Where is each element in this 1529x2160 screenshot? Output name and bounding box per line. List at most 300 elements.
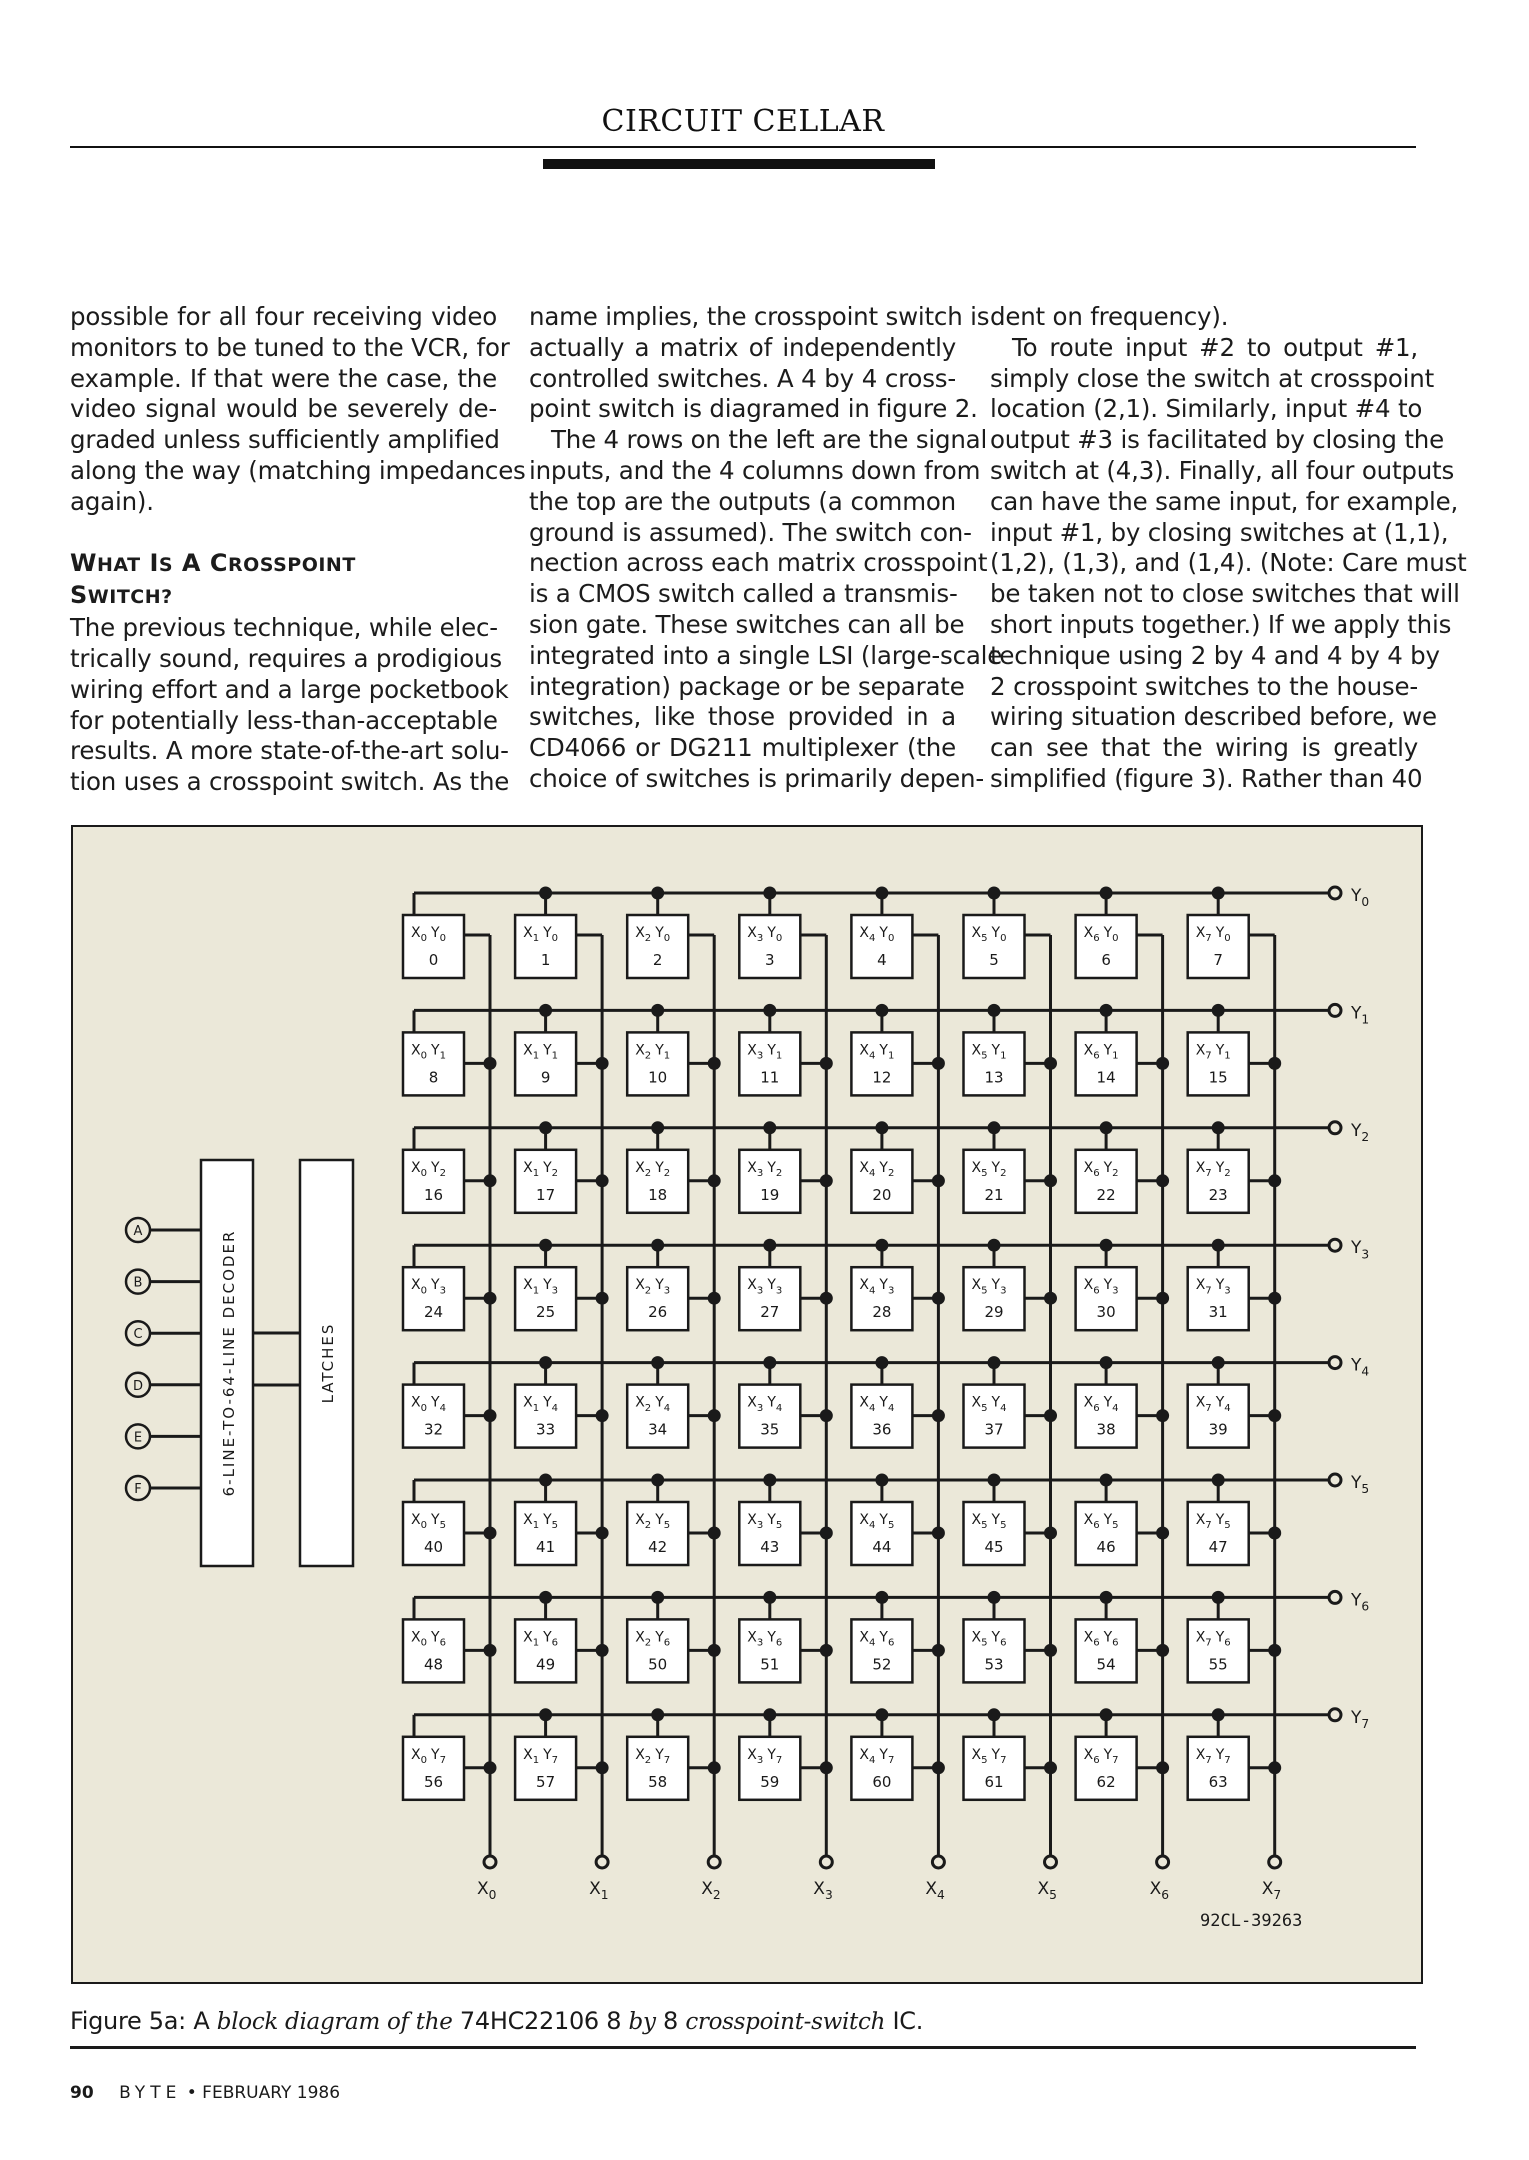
cell-coordinate-label: $X_4$ $Y_6$ <box>859 1629 895 1649</box>
junction-dot <box>539 1239 552 1252</box>
junction-dot <box>763 1591 776 1604</box>
junction-dot <box>651 1121 664 1134</box>
junction-dot <box>1212 1708 1225 1721</box>
text-line: short inputs together.) If we apply this <box>990 609 1452 639</box>
junction-dot <box>763 1474 776 1487</box>
junction-dot <box>539 1121 552 1134</box>
text-line: nection across each matrix crosspoint <box>529 548 988 578</box>
cell-number: 34 <box>648 1420 668 1439</box>
x-input-label: $X_4$ <box>925 1879 945 1903</box>
junction-dot <box>1268 1057 1281 1070</box>
cell-coordinate-label: $X_7$ $Y_4$ <box>1195 1394 1231 1414</box>
cell-number: 27 <box>760 1303 780 1322</box>
junction-dot <box>651 1004 664 1017</box>
bullet-separator: • <box>186 2083 197 2103</box>
figure-code: 92CL-39263 <box>1200 1911 1303 1931</box>
cell-coordinate-label: $X_0$ $Y_5$ <box>411 1512 446 1532</box>
cell-coordinate-label: $X_2$ $Y_5$ <box>635 1512 671 1532</box>
cell-number: 29 <box>984 1303 1004 1322</box>
junction-dot <box>596 1644 609 1657</box>
text-line: controlled switches. A 4 by 4 cross- <box>529 363 956 393</box>
junction-dot <box>1268 1761 1281 1774</box>
cell-coordinate-label: $X_2$ $Y_7$ <box>635 1746 671 1766</box>
junction-dot <box>875 887 888 900</box>
cell-number: 14 <box>1096 1068 1116 1087</box>
junction-dot <box>988 1356 1001 1369</box>
junction-dot <box>763 1356 776 1369</box>
text-line: can see that the wiring is greatly <box>990 733 1418 763</box>
text-line: The 4 rows on the left are the signal <box>551 425 988 455</box>
caption-rule <box>70 2046 1416 2049</box>
cell-coordinate-label: $X_1$ $Y_4$ <box>523 1394 559 1414</box>
cell-number: 0 <box>428 951 439 969</box>
latches-label: LATCHES <box>319 1322 337 1404</box>
text-line: inputs, and the 4 columns down from <box>529 455 981 485</box>
cell-coordinate-label: $X_5$ $Y_6$ <box>971 1629 1007 1649</box>
cell-coordinate-label: $X_1$ $Y_6$ <box>523 1629 559 1649</box>
junction-dot <box>1268 1174 1281 1187</box>
caption-label: Figure 5a: <box>70 2007 186 2035</box>
text-line: switch at (4,3). Finally, all four outputs <box>990 455 1455 485</box>
cell-coordinate-label: $X_5$ $Y_0$ <box>971 925 1007 945</box>
cell-number: 54 <box>1096 1655 1116 1674</box>
section-heading <box>70 548 497 614</box>
cell-coordinate-label: $X_1$ $Y_3$ <box>523 1277 559 1297</box>
y-output-label: $Y_5$ <box>1351 1473 1370 1497</box>
cell-coordinate-label: $X_0$ $Y_2$ <box>411 1159 446 1179</box>
cell-number: 50 <box>648 1655 668 1674</box>
y-output-label: $Y_7$ <box>1351 1707 1370 1731</box>
cell-number: 31 <box>1208 1303 1228 1322</box>
cell-number: 45 <box>984 1538 1004 1556</box>
cell-number: 17 <box>536 1185 556 1204</box>
page-number: 90 <box>70 2083 94 2103</box>
terminal-circle <box>1329 1474 1341 1486</box>
text-line: CD4066 or DG211 multiplexer (the <box>529 733 956 763</box>
junction-dot <box>1044 1644 1057 1657</box>
junction-dot <box>1100 1708 1113 1721</box>
heading-line-1: WHAT IS A CROSSPOINT <box>70 548 356 577</box>
junction-dot <box>1268 1527 1281 1540</box>
cell-coordinate-label: $X_6$ $Y_6$ <box>1083 1629 1119 1649</box>
junction-dot <box>708 1527 721 1540</box>
junction-dot <box>539 1356 552 1369</box>
x-input-label: $X_6$ <box>1149 1879 1170 1903</box>
cell-number: 59 <box>760 1772 780 1791</box>
cell-coordinate-label: $X_3$ $Y_7$ <box>747 1746 783 1766</box>
x-input-label: $X_1$ <box>589 1879 609 1903</box>
text-line: monitors to be tuned to the VCR, for <box>70 332 510 362</box>
y-output-label: $Y_4$ <box>1351 1355 1370 1379</box>
junction-dot <box>708 1644 721 1657</box>
cell-number: 9 <box>540 1068 551 1087</box>
junction-dot <box>484 1174 497 1187</box>
junction-dot <box>932 1292 945 1305</box>
junction-dot <box>1212 1004 1225 1017</box>
cell-number: 25 <box>536 1303 556 1322</box>
page-footer <box>70 2083 340 2103</box>
decoder-label: 6-LINE-TO-64-LINE DECODER <box>220 1229 238 1497</box>
junction-dot <box>875 1004 888 1017</box>
text-line: The previous technique, while elec- <box>70 613 498 643</box>
cell-number: 44 <box>872 1538 892 1556</box>
cell-number: 56 <box>423 1772 444 1791</box>
terminal-circle <box>708 1856 720 1868</box>
cell-coordinate-label: $X_1$ $Y_7$ <box>523 1746 559 1766</box>
terminal-circle <box>932 1856 944 1868</box>
junction-dot <box>539 1004 552 1017</box>
cell-number: 15 <box>1208 1068 1228 1087</box>
text-line: sion gate. These switches can all be <box>529 609 965 639</box>
junction-dot <box>651 1239 664 1252</box>
paragraph <box>990 332 1467 795</box>
cell-number: 63 <box>1208 1772 1228 1791</box>
cell-coordinate-label: $X_1$ $Y_2$ <box>523 1159 559 1179</box>
terminal-circle <box>1269 1856 1281 1868</box>
cell-coordinate-label: $X_6$ $Y_2$ <box>1083 1159 1119 1179</box>
cell-number: 55 <box>1208 1655 1228 1674</box>
junction-dot <box>596 1761 609 1774</box>
junction-dot <box>1100 1121 1113 1134</box>
text-line: name implies, the crosspoint switch is <box>529 302 990 331</box>
cell-number: 42 <box>648 1538 668 1556</box>
paragraph <box>990 302 1418 333</box>
cell-number: 58 <box>648 1772 668 1791</box>
cell-coordinate-label: $X_7$ $Y_2$ <box>1195 1159 1231 1179</box>
junction-dot <box>875 1121 888 1134</box>
cell-number: 36 <box>872 1420 892 1439</box>
magazine-name: BYTE <box>119 2083 182 2103</box>
cell-number: 61 <box>984 1772 1004 1791</box>
junction-dot <box>651 1708 664 1721</box>
cell-number: 38 <box>1096 1420 1116 1439</box>
cell-coordinate-label: $X_3$ $Y_3$ <box>747 1277 783 1297</box>
junction-dot <box>932 1527 945 1540</box>
text-line: can have the same input, for example, <box>990 486 1459 516</box>
cell-coordinate-label: $X_5$ $Y_5$ <box>971 1512 1007 1532</box>
article-column-3 <box>990 302 1467 795</box>
text-line: for potentially less-than-acceptable <box>70 705 498 735</box>
paragraph <box>70 302 526 518</box>
text-line: again). <box>70 486 154 516</box>
junction-dot <box>596 1057 609 1070</box>
junction-dot <box>1044 1174 1057 1187</box>
cell-number: 13 <box>984 1068 1004 1087</box>
junction-dot <box>539 1708 552 1721</box>
cell-coordinate-label: $X_1$ $Y_0$ <box>523 925 559 945</box>
cell-number: 35 <box>760 1420 780 1439</box>
cell-coordinate-label: $X_6$ $Y_0$ <box>1083 925 1119 945</box>
cell-number: 18 <box>648 1185 668 1204</box>
cell-coordinate-label: $X_5$ $Y_1$ <box>971 1042 1007 1062</box>
junction-dot <box>932 1174 945 1187</box>
cell-coordinate-label: $X_6$ $Y_3$ <box>1083 1277 1119 1297</box>
junction-dot <box>1212 1356 1225 1369</box>
cell-coordinate-label: $X_3$ $Y_6$ <box>747 1629 783 1649</box>
section-title: CIRCUIT CELLAR <box>601 104 885 139</box>
cell-coordinate-label: $X_2$ $Y_4$ <box>635 1394 671 1414</box>
cell-number: 48 <box>423 1655 444 1674</box>
cell-coordinate-label: $X_5$ $Y_2$ <box>971 1159 1007 1179</box>
text-line: example. If that were the case, the <box>70 363 497 393</box>
x-input-label: $X_5$ <box>1037 1879 1057 1903</box>
input-label: E <box>133 1430 143 1446</box>
cell-coordinate-label: $X_4$ $Y_2$ <box>859 1159 895 1179</box>
cell-number: 39 <box>1208 1420 1228 1439</box>
article-column-2 <box>529 302 1003 795</box>
cell-coordinate-label: $X_6$ $Y_4$ <box>1083 1394 1119 1414</box>
text-line: tion uses a crosspoint switch. As the <box>70 767 510 797</box>
junction-dot <box>1044 1057 1057 1070</box>
text-line: simplified (figure 3). Rather than 40 <box>990 763 1423 793</box>
cell-number: 49 <box>536 1655 556 1674</box>
text-line: integration) package or be separate <box>529 671 965 701</box>
terminal-circle <box>1329 1591 1341 1603</box>
junction-dot <box>820 1527 833 1540</box>
junction-dot <box>539 1474 552 1487</box>
y-output-label: $Y_0$ <box>1351 886 1370 910</box>
junction-dot <box>708 1761 721 1774</box>
cell-coordinate-label: $X_2$ $Y_0$ <box>635 925 671 945</box>
terminal-circle <box>484 1856 496 1868</box>
cell-number: 24 <box>423 1303 444 1322</box>
junction-dot <box>932 1057 945 1070</box>
cell-coordinate-label: $X_5$ $Y_7$ <box>971 1746 1007 1766</box>
junction-dot <box>763 1121 776 1134</box>
terminal-circle <box>1329 887 1341 899</box>
cell-number: 52 <box>872 1655 892 1674</box>
cell-coordinate-label: $X_7$ $Y_3$ <box>1195 1277 1231 1297</box>
junction-dot <box>932 1409 945 1422</box>
junction-dot <box>651 1474 664 1487</box>
junction-dot <box>1100 1004 1113 1017</box>
cell-number: 46 <box>1096 1538 1116 1556</box>
cell-coordinate-label: $X_3$ $Y_2$ <box>747 1159 783 1179</box>
cell-number: 57 <box>536 1772 556 1791</box>
terminal-circle <box>1329 1122 1341 1134</box>
cell-coordinate-label: $X_5$ $Y_4$ <box>971 1394 1007 1414</box>
junction-dot <box>875 1239 888 1252</box>
cell-number: 32 <box>423 1420 444 1439</box>
cell-coordinate-label: $X_1$ $Y_5$ <box>523 1512 559 1532</box>
junction-dot <box>875 1356 888 1369</box>
junction-dot <box>820 1761 833 1774</box>
junction-dot <box>484 1761 497 1774</box>
cell-coordinate-label: $X_2$ $Y_2$ <box>635 1159 671 1179</box>
text-line: wiring situation described before, we <box>990 702 1437 732</box>
junction-dot <box>932 1761 945 1774</box>
caption-text: crosspoint-switch <box>685 2009 886 2035</box>
cell-coordinate-label: $X_0$ $Y_3$ <box>411 1277 446 1297</box>
junction-dot <box>1268 1292 1281 1305</box>
cell-number: 6 <box>1101 951 1111 969</box>
junction-dot <box>763 1708 776 1721</box>
junction-dot <box>1100 1591 1113 1604</box>
cell-number: 20 <box>872 1185 892 1204</box>
article-column-1 <box>70 302 526 798</box>
text-line: is a CMOS switch called a transmis- <box>529 579 958 609</box>
figure-crosspoint-diagram <box>71 825 1423 1984</box>
cell-number: 12 <box>872 1068 892 1087</box>
cell-coordinate-label: $X_7$ $Y_5$ <box>1195 1512 1231 1532</box>
y-output-label: $Y_1$ <box>1351 1003 1370 1027</box>
cell-number: 4 <box>877 951 887 969</box>
junction-dot <box>1100 887 1113 900</box>
junction-dot <box>596 1409 609 1422</box>
cell-coordinate-label: $X_4$ $Y_7$ <box>859 1746 895 1766</box>
text-line: integrated into a single LSI (large-scale <box>529 640 1003 670</box>
cell-number: 21 <box>984 1185 1004 1204</box>
crosspoint-block-diagram <box>71 825 1423 1984</box>
cell-coordinate-label: $X_7$ $Y_1$ <box>1195 1042 1231 1062</box>
junction-dot <box>651 1356 664 1369</box>
cell-coordinate-label: $X_3$ $Y_5$ <box>747 1512 783 1532</box>
junction-dot <box>988 1121 1001 1134</box>
cell-number: 30 <box>1096 1303 1116 1322</box>
text-line: the top are the outputs (a common <box>529 486 956 516</box>
cell-coordinate-label: $X_4$ $Y_3$ <box>859 1277 895 1297</box>
cell-number: 47 <box>1208 1538 1228 1556</box>
input-label: B <box>133 1275 143 1291</box>
text-line: actually a matrix of independently <box>529 332 956 362</box>
text-line: switches, like those provided in a <box>529 702 956 732</box>
text-line: location (2,1). Similarly, input #4 to <box>990 394 1423 424</box>
junction-dot <box>1044 1292 1057 1305</box>
junction-dot <box>1100 1239 1113 1252</box>
junction-dot <box>1268 1644 1281 1657</box>
cell-number: 43 <box>760 1538 780 1556</box>
cell-number: 3 <box>765 951 775 969</box>
junction-dot <box>1100 1356 1113 1369</box>
junction-dot <box>1156 1527 1169 1540</box>
cell-number: 28 <box>872 1303 892 1322</box>
text-line: video signal would be severely de- <box>70 394 497 424</box>
junction-dot <box>875 1708 888 1721</box>
junction-dot <box>1156 1174 1169 1187</box>
text-line: along the way (matching impedances <box>70 455 526 485</box>
text-line: possible for all four receiving video <box>70 302 497 331</box>
cell-number: 10 <box>648 1068 668 1087</box>
cell-number: 11 <box>760 1068 780 1087</box>
caption-text: 8 <box>663 2007 678 2035</box>
input-label: D <box>132 1378 144 1394</box>
junction-dot <box>988 1591 1001 1604</box>
junction-dot <box>988 887 1001 900</box>
cell-number: 2 <box>652 951 663 969</box>
junction-dot <box>932 1644 945 1657</box>
terminal-circle <box>1329 1709 1341 1721</box>
cell-coordinate-label: $X_0$ $Y_7$ <box>411 1746 446 1766</box>
junction-dot <box>763 887 776 900</box>
cell-coordinate-label: $X_0$ $Y_4$ <box>411 1394 446 1414</box>
cell-coordinate-label: $X_2$ $Y_1$ <box>635 1042 671 1062</box>
cell-coordinate-label: $X_4$ $Y_4$ <box>859 1394 895 1414</box>
junction-dot <box>1156 1292 1169 1305</box>
text-line: technique using 2 by 4 and 4 by 4 by <box>990 640 1440 670</box>
cell-coordinate-label: $X_3$ $Y_4$ <box>747 1394 783 1414</box>
cell-number: 8 <box>428 1068 439 1087</box>
terminal-circle <box>820 1856 832 1868</box>
junction-dot <box>1156 1409 1169 1422</box>
x-input-label: $X_7$ <box>1261 1879 1282 1903</box>
text-line: trically sound, requires a prodigious <box>70 643 502 673</box>
cell-number: 5 <box>989 951 999 969</box>
junction-dot <box>1044 1527 1057 1540</box>
junction-dot <box>1212 1239 1225 1252</box>
caption-text: block diagram of the <box>216 2009 453 2035</box>
cell-coordinate-label: $X_3$ $Y_1$ <box>747 1042 783 1062</box>
junction-dot <box>1212 1591 1225 1604</box>
junction-dot <box>1156 1057 1169 1070</box>
junction-dot <box>539 887 552 900</box>
junction-dot <box>1044 1409 1057 1422</box>
junction-dot <box>820 1644 833 1657</box>
junction-dot <box>708 1409 721 1422</box>
y-output-label: $Y_6$ <box>1351 1590 1370 1614</box>
header-rule <box>70 146 1416 148</box>
cell-number: 60 <box>872 1772 892 1791</box>
text-line: (1,2), (1,3), and (1,4). (Note: Care must <box>990 548 1467 578</box>
junction-dot <box>1156 1644 1169 1657</box>
cell-number: 62 <box>1096 1772 1116 1791</box>
junction-dot <box>596 1292 609 1305</box>
junction-dot <box>1044 1761 1057 1774</box>
cell-coordinate-label: $X_2$ $Y_3$ <box>635 1277 671 1297</box>
y-output-label: $Y_3$ <box>1351 1238 1370 1262</box>
cell-number: 23 <box>1208 1185 1228 1204</box>
junction-dot <box>820 1174 833 1187</box>
cell-number: 16 <box>423 1185 444 1204</box>
text-line: results. A more state-of-the-art solu- <box>70 736 509 766</box>
cell-coordinate-label: $X_1$ $Y_1$ <box>523 1042 559 1062</box>
cell-coordinate-label: $X_4$ $Y_0$ <box>859 925 895 945</box>
cell-coordinate-label: $X_0$ $Y_0$ <box>411 925 446 945</box>
junction-dot <box>763 1239 776 1252</box>
cell-coordinate-label: $X_6$ $Y_1$ <box>1083 1042 1119 1062</box>
junction-dot <box>539 1591 552 1604</box>
text-line: graded unless sufficiently amplified <box>70 425 500 455</box>
caption-part-number: 74HC22106 8 <box>459 2007 622 2035</box>
cell-coordinate-label: $X_2$ $Y_6$ <box>635 1629 671 1649</box>
caption-text: IC. <box>892 2007 924 2035</box>
terminal-circle <box>1329 1357 1341 1369</box>
x-input-label: $X_3$ <box>813 1879 833 1903</box>
junction-dot <box>651 1591 664 1604</box>
junction-dot <box>875 1591 888 1604</box>
cell-number: 19 <box>760 1185 780 1204</box>
caption-text: A <box>193 2007 210 2035</box>
junction-dot <box>596 1527 609 1540</box>
junction-dot <box>651 887 664 900</box>
input-label: C <box>133 1327 143 1343</box>
terminal-circle <box>596 1856 608 1868</box>
cell-coordinate-label: $X_7$ $Y_6$ <box>1195 1629 1231 1649</box>
cell-number: 41 <box>536 1538 556 1556</box>
y-output-label: $Y_2$ <box>1351 1120 1370 1144</box>
paragraph <box>529 302 990 425</box>
cell-coordinate-label: $X_6$ $Y_5$ <box>1083 1512 1119 1532</box>
cell-number: 26 <box>648 1303 668 1322</box>
junction-dot <box>1212 887 1225 900</box>
junction-dot <box>1212 1121 1225 1134</box>
junction-dot <box>763 1004 776 1017</box>
cell-number: 53 <box>984 1655 1004 1674</box>
text-line: wiring effort and a large pocketbook <box>70 674 509 704</box>
paragraph <box>529 425 1003 795</box>
cell-coordinate-label: $X_7$ $Y_7$ <box>1195 1746 1231 1766</box>
text-line: input #1, by closing switches at (1,1), <box>990 517 1449 547</box>
cell-number: 37 <box>984 1420 1004 1439</box>
